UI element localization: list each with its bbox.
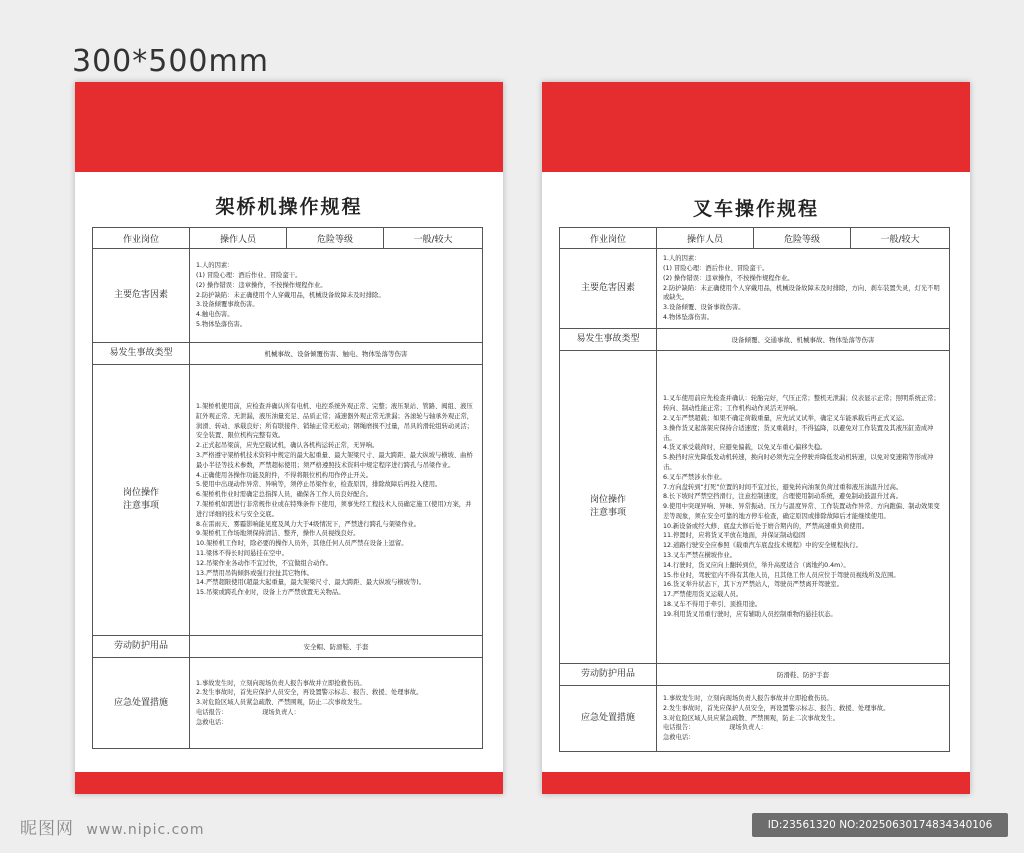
accident-types: 机械事故、设备倾覆伤害、触电、物体坠落等伤害	[190, 343, 483, 365]
header-cell: 危险等级	[287, 228, 384, 249]
list-item: 2.发生事故时，首先应保护人员安全，再设置警示标志、报告、救援、处理事故。	[663, 704, 890, 712]
row-label: 易发生事故类型	[560, 329, 657, 351]
bottom-red-band	[75, 772, 503, 794]
list-item: 12.道路行驶安全应参照《载重汽车底盘技术规程》中的安全规程执行。	[663, 542, 862, 550]
list-item: 1.架桥机使用前，应检查并确认所有电机、电控系统外观正常、完整；液压泵站、管路、阀组、液压缸外观正常、无泄漏，液压油量充足、品质正常；减速器外观正常无泄漏；各滚轮与轴承外观正常，润滑、转动、承载良好；所有联接件、销轴正常无松动；钢绳磨损不过量，吊具的滑轮组转动灵活；安全装置、限位机构完整有效。	[196, 403, 474, 440]
list-item: 4.货叉承受载荷时，应避免偏载，以免叉车重心偏移失稳。	[663, 444, 827, 452]
row-label: 应急处置措施	[560, 686, 657, 752]
list-item: 3.设备倾覆事故伤害。	[196, 301, 259, 309]
list-item: 18.叉车不得用于牵引、顶推用途。	[663, 601, 762, 609]
list-item: 2.发生事故时，首先应保护人员安全，再设置警示标志、报告、救援、处理事故。	[196, 689, 423, 697]
list-item: 3.操作货叉起落架应保持合适速度；货叉重载时，不得猛降，以避免对工作装置及其液压缸造成冲击。	[663, 424, 934, 442]
operations-content	[190, 365, 483, 636]
list-item: 3.严格遵守架桥机技术资料中规定的最大起重量、最大架梁尺寸、最大跨距、最大纵坡与横坡、曲桥最小半径等技术参数，严禁超标使用；须严格遵照技术资料中规定程序进行跨孔与吊梁作业。	[196, 452, 473, 469]
list-item: 3.对危险区域人员应紧急疏散、严禁围观，防止二次事故发生。	[663, 714, 840, 722]
list-item: 16.货叉举升状态下，其下方严禁站人，驾驶员严禁离开驾驶室。	[663, 581, 844, 589]
list-item: (1) 冒险心理：酒后作业、冒险蛮干。	[663, 265, 769, 272]
list-item: 10.架桥机工作时，除必要的操作人员外，其他任何人员严禁在设备上逗留。	[196, 540, 408, 548]
list-item: 19.利用货叉吊重行驶时，应有辅助人员控制重物的悬挂状态。	[663, 610, 837, 618]
emergency-content	[190, 658, 483, 749]
row-label: 主要危害因素	[93, 249, 190, 343]
list-item: 3.对危险区域人员紧急疏散、严禁围观，防止二次事故发生。	[196, 699, 366, 707]
header-cell: 操作人员	[190, 228, 287, 249]
watermark-url: www.nipic.com	[86, 822, 205, 838]
right-panel	[542, 82, 970, 794]
top-red-band	[75, 82, 503, 172]
list-item: (2) 操作错误：违章操作，不按操作规程作业。	[663, 274, 794, 282]
row-label	[93, 365, 190, 636]
procedure-table	[92, 227, 483, 749]
list-item: 5.使用中出现动作异常、异响等，须停止吊梁作业，检查原因，排除故障后再投入使用。	[196, 481, 442, 489]
list-item: 6.架桥机作业时需确定总指挥人员，确保各工作人员良好配合。	[196, 491, 373, 499]
size-label: 300*500mm	[72, 44, 269, 79]
top-red-band	[542, 82, 970, 172]
list-item: 15.吊梁或跨孔作业时，设备上方严禁放置无关物品。	[196, 589, 345, 597]
list-item: 7.架桥机如需进行非常规作业或在特殊条件下使用，须事先经工程技术人员确定施工(使用)方案，并进行详细的技术与安全交底。	[196, 501, 472, 518]
list-item: 9.架桥机工作场地须保持清洁、整齐，操作人员视线良好。	[196, 530, 360, 538]
row-label: 劳动防护用品	[93, 636, 190, 658]
hazards-content	[657, 249, 950, 329]
ppe-text: 安全帽、防滑鞋、手套	[190, 636, 483, 658]
page-title: 叉车操作规程	[692, 198, 819, 220]
list-item: 1.人的因素：	[663, 255, 701, 263]
watermark-id: ID:23561320 NO:20250630174834340106	[752, 813, 1008, 837]
list-item: 急救电话：	[663, 734, 695, 742]
list-item: 14.行驶时，货叉应向上翻转到位，举升高度适合（离地约0.4m）。	[663, 561, 850, 569]
list-item: 6.叉车严禁涉水作业。	[663, 473, 726, 481]
header-cell: 作业岗位	[93, 228, 190, 249]
list-item: 8.在雷雨天、雾霾影响能见度及风力大于4级情况下，严禁进行跨孔与架梁作业。	[196, 520, 421, 528]
list-item: 1.叉车使用前应先检查并确认：轮胎完好，气压正常；整机无泄漏；仪表显示正常；照明系统正常；转向、制动性能正常；工作机构动作灵活无异响。	[663, 395, 940, 413]
list-item: (2) 操作错误：违章操作，不按操作规程作业。	[196, 281, 327, 289]
ppe-text: 防滑鞋、防护手套	[657, 664, 950, 686]
list-item: 1.事故发生时，立刻向现场负责人报告事故并立即抢救伤员。	[663, 695, 833, 702]
accident-types: 设备倾覆、交通事故、机械事故、物体坠落等伤害	[657, 329, 950, 351]
emergency-content	[657, 686, 950, 752]
watermark-logo-text: 昵图网	[20, 819, 74, 839]
list-item: 12.吊梁作业各动作不宜过快，不宜做组合动作。	[196, 559, 332, 567]
list-item: 5.换挡时应先降低发动机转速，换向时必须先完全停驶并降低发动机转速，以免对变速箱等形成冲击。	[663, 454, 934, 471]
hazards-content	[190, 249, 483, 343]
row-label: 主要危害因素	[560, 249, 657, 329]
operations-content	[657, 351, 950, 664]
row-label-line: 注意事项	[589, 508, 626, 518]
list-item: 13.严禁用吊钩倾斜或强行拉扯其它物体。	[196, 569, 314, 577]
list-item: 7.方向盘转到“打死”位置的时间不宜过长，避免转向油泵负荷过重和液压油温升过高。	[663, 483, 903, 491]
list-item: 11.梁体不得长时间悬挂在空中。	[196, 549, 288, 557]
row-label	[560, 351, 657, 664]
list-item: 2.正式起吊梁前，应先空载试机，确认各机构运转正常，无异响。	[196, 442, 379, 450]
list-item: 4.正确使用各操作功能及附件，不得将限位机构用作停止开关。	[196, 471, 373, 479]
bottom-red-band	[542, 772, 970, 794]
procedure-table	[559, 227, 950, 752]
list-item: 8.长下坡时严禁空挡滑行，注意控制速度，合理使用制动系统，避免制动鼓温升过高。	[663, 493, 902, 501]
list-item: 2.叉车严禁超载；如果不确定荷载重量，应先试叉试举，确定叉车能承载后再正式叉运。	[663, 414, 909, 422]
list-item: 10.新设备或经大修、底盘大修后处于磨合期内的，严禁高速重负荷使用。	[663, 522, 869, 530]
list-item: 电话报告： 现场负责人：	[663, 724, 767, 732]
row-label-line: 岗位操作	[589, 495, 626, 505]
list-item: 急救电话：	[196, 718, 228, 726]
row-label: 劳动防护用品	[560, 664, 657, 686]
list-item: 2.防护缺陷：未正确使用个人穿戴用品，机械设备故障未及时排除，方向、刹车装置失灵，灯光不明或缺失。	[663, 284, 940, 302]
header-cell: 一般/较大	[851, 228, 950, 249]
left-panel	[75, 82, 503, 794]
list-item: 11.停置时，应将货叉平放在地面，并保证制动稳固	[663, 532, 806, 540]
list-item: 14.严禁超限使用(超最大起重量，最大架梁尺寸、最大跨距、最大纵坡与横坡等)。	[196, 579, 426, 587]
list-item: 13.叉车严禁在横坡作业。	[663, 552, 736, 560]
row-label: 应急处置措施	[93, 658, 190, 749]
list-item: 9.使用中突现异响、异味、异常振动、压力与温度异常、工作装置动作异常、方向跑偏、制动效果变差等现象，须在安全可靠的地方停车检查，确定原因或排除故障后才能继续使用。	[663, 503, 940, 520]
header-cell: 操作人员	[657, 228, 754, 249]
list-item: 15.作业时，驾驶室内不得有其他人员，且其他工作人员应位于驾驶员视线所及范围。	[663, 571, 900, 579]
header-cell: 作业岗位	[560, 228, 657, 249]
list-item: 3.设备倾覆、设备事故伤害。	[663, 304, 745, 312]
watermark-brand	[20, 814, 205, 839]
list-item: 电话报告： 现场负责人：	[196, 708, 300, 716]
list-item: 1.人的因素：	[196, 262, 234, 270]
page-title: 架桥机操作规程	[215, 196, 363, 218]
list-item: 1.事故发生时，立刻向现场负责人报告事故并立即抢救伤员。	[196, 679, 366, 687]
list-item: 2.防护缺陷：未正确使用个人穿戴用品，机械设备故障未及时排除。	[196, 291, 385, 299]
list-item: 4.物体坠落伤害。	[663, 313, 714, 321]
row-label-line: 岗位操作	[122, 488, 159, 498]
header-cell: 一般/较大	[384, 228, 483, 249]
list-item: 5.物体坠落伤害。	[196, 320, 247, 328]
row-label-line: 注意事项	[122, 501, 159, 511]
list-item: (1) 冒险心理：酒后作业、冒险蛮干。	[196, 272, 302, 279]
row-label: 易发生事故类型	[93, 343, 190, 365]
list-item: 17.严禁使用货叉运载人员。	[663, 591, 743, 599]
header-cell: 危险等级	[754, 228, 851, 249]
list-item: 4.触电伤害。	[196, 311, 234, 319]
